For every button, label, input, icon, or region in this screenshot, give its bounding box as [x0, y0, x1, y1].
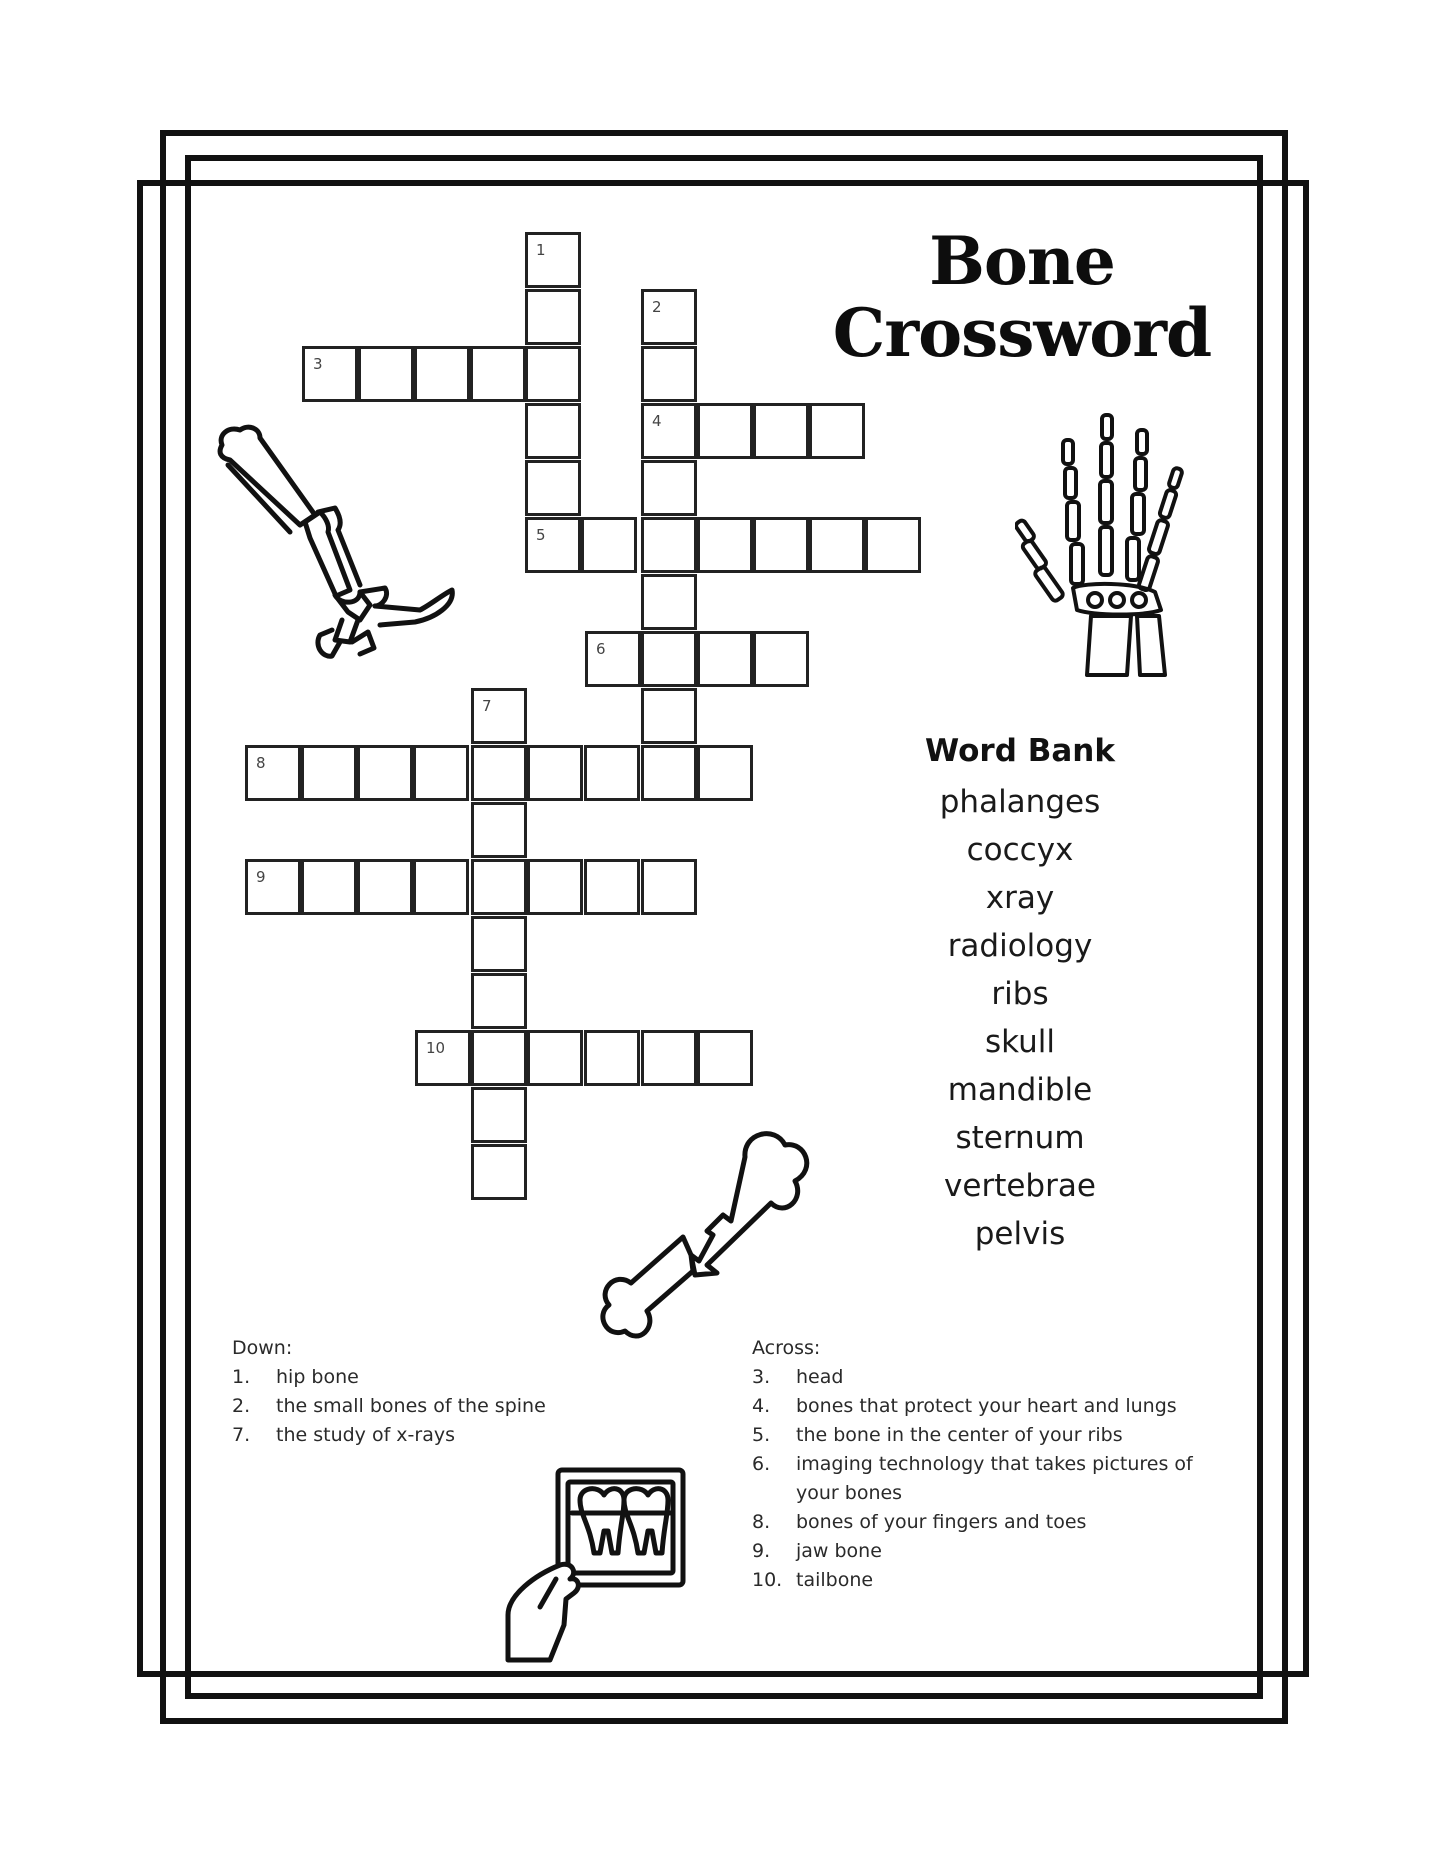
clue-number: 10. — [752, 1569, 783, 1591]
clue-number: 10 — [426, 1039, 446, 1057]
across-clues — [752, 1334, 1232, 1595]
crossword-cell[interactable] — [525, 232, 581, 288]
crossword-cell[interactable] — [525, 460, 581, 516]
crossword-cell[interactable] — [357, 745, 413, 801]
crossword-cell[interactable] — [641, 631, 697, 687]
clue-number: 2 — [652, 298, 662, 316]
clue-number: 6. — [752, 1453, 771, 1475]
clue-item — [232, 1363, 672, 1392]
crossword-cell[interactable] — [641, 403, 697, 459]
crossword-cell[interactable] — [753, 517, 809, 573]
clue-item — [232, 1392, 672, 1421]
crossword-cell[interactable] — [471, 802, 527, 858]
crossword-cell[interactable] — [525, 346, 581, 402]
crossword-cell[interactable] — [584, 859, 640, 915]
clue-text: bones of your fingers and toes — [796, 1511, 1087, 1533]
clue-number: 4 — [652, 412, 662, 430]
clue-item — [752, 1421, 1232, 1450]
crossword-cell[interactable] — [585, 631, 641, 687]
crossword-cell[interactable] — [697, 631, 753, 687]
crossword-cell[interactable] — [525, 289, 581, 345]
clue-number: 3. — [752, 1366, 771, 1388]
crossword-cell[interactable] — [471, 1030, 527, 1086]
clue-text: imaging technology that takes pictures of your bones — [796, 1453, 1193, 1504]
crossword-cell[interactable] — [357, 859, 413, 915]
clue-text: the small bones of the spine — [276, 1395, 546, 1417]
clue-number: 5 — [536, 526, 546, 544]
clue-number: 9 — [256, 868, 266, 886]
title-line-2: Crossword — [832, 294, 1212, 372]
crossword-cell[interactable] — [358, 346, 414, 402]
crossword-cell[interactable] — [641, 517, 697, 573]
crossword-cell[interactable] — [697, 403, 753, 459]
clue-number: 3 — [313, 355, 323, 373]
crossword-cell[interactable] — [471, 1087, 527, 1143]
crossword-cell[interactable] — [753, 403, 809, 459]
clue-item — [752, 1537, 1232, 1566]
word-bank-word: skull — [984, 1024, 1056, 1060]
down-clues-title: Down: — [232, 1337, 293, 1359]
clue-number: 7. — [232, 1424, 251, 1446]
word-bank-word: vertebrae — [944, 1168, 1096, 1204]
word-bank-word: radiology — [947, 928, 1093, 964]
crossword-cell[interactable] — [527, 1030, 583, 1086]
crossword-cell[interactable] — [865, 517, 921, 573]
crossword-cell[interactable] — [525, 403, 581, 459]
crossword-cell[interactable] — [641, 460, 697, 516]
clue-item — [752, 1566, 1232, 1595]
crossword-cell[interactable] — [415, 1030, 471, 1086]
crossword-cell[interactable] — [245, 859, 301, 915]
hand-skeleton-icon — [1015, 410, 1205, 680]
crossword-cell[interactable] — [471, 973, 527, 1029]
word-bank-word: coccyx — [966, 832, 1074, 868]
across-clues-title: Across: — [752, 1337, 821, 1359]
crossword-cell[interactable] — [527, 745, 583, 801]
crossword-cell[interactable] — [697, 1030, 753, 1086]
word-bank-word: mandible — [947, 1072, 1093, 1108]
leg-bones-icon — [210, 420, 470, 680]
clue-item — [752, 1363, 1232, 1392]
crossword-cell[interactable] — [641, 289, 697, 345]
word-bank-word: sternum — [955, 1120, 1085, 1156]
word-bank-word: pelvis — [974, 1216, 1066, 1252]
word-bank — [900, 730, 1140, 1258]
crossword-cell[interactable] — [525, 517, 581, 573]
clue-number: 7 — [482, 697, 492, 715]
word-bank-title: Word Bank — [925, 733, 1115, 769]
clue-number: 2. — [232, 1395, 251, 1417]
crossword-cell[interactable] — [471, 688, 527, 744]
crossword-cell[interactable] — [809, 403, 865, 459]
crossword-cell[interactable] — [471, 916, 527, 972]
clue-number: 4. — [752, 1395, 771, 1417]
crossword-cell[interactable] — [584, 1030, 640, 1086]
page-title — [822, 222, 1222, 372]
crossword-cell[interactable] — [641, 574, 697, 630]
clue-number: 1. — [232, 1366, 251, 1388]
crossword-cell[interactable] — [245, 745, 301, 801]
word-bank-word: xray — [985, 880, 1055, 916]
crossword-cell[interactable] — [809, 517, 865, 573]
clue-number: 5. — [752, 1424, 771, 1446]
crossword-cell[interactable] — [413, 745, 469, 801]
crossword-cell[interactable] — [413, 859, 469, 915]
clue-number: 8 — [256, 754, 266, 772]
clue-text: the study of x-rays — [276, 1424, 456, 1446]
crossword-cell[interactable] — [470, 346, 526, 402]
crossword-cell[interactable] — [753, 631, 809, 687]
clue-item — [752, 1392, 1232, 1421]
crossword-cell[interactable] — [697, 517, 753, 573]
clue-item — [752, 1450, 1232, 1508]
clue-text: hip bone — [276, 1366, 359, 1388]
clue-number: 9. — [752, 1540, 771, 1562]
crossword-cell[interactable] — [301, 745, 357, 801]
word-bank-word: phalanges — [939, 784, 1101, 820]
crossword-cell[interactable] — [584, 745, 640, 801]
crossword-cell[interactable] — [527, 859, 583, 915]
word-bank-word: ribs — [991, 976, 1049, 1012]
clue-text: the bone in the center of your ribs — [796, 1424, 1123, 1446]
clue-number: 1 — [536, 241, 546, 259]
crossword-cell[interactable] — [302, 346, 358, 402]
dental-xray-icon — [500, 1465, 690, 1665]
crossword-cell[interactable] — [581, 517, 637, 573]
crossword-cell[interactable] — [471, 745, 527, 801]
title-line-1: Bone — [929, 222, 1115, 300]
down-clues — [232, 1334, 672, 1450]
clue-text: bones that protect your heart and lungs — [796, 1395, 1177, 1417]
clue-text: jaw bone — [796, 1540, 882, 1562]
clue-number: 8. — [752, 1511, 771, 1533]
crossword-cell[interactable] — [641, 688, 697, 744]
crossword-cell[interactable] — [641, 745, 697, 801]
crossword-cell[interactable] — [471, 859, 527, 915]
clue-text: tailbone — [796, 1569, 874, 1591]
clue-text: head — [796, 1366, 844, 1388]
crossword-cell[interactable] — [641, 859, 697, 915]
crossword-cell[interactable] — [301, 859, 357, 915]
crossword-cell[interactable] — [641, 346, 697, 402]
clue-number: 6 — [596, 640, 606, 658]
crossword-cell[interactable] — [471, 1144, 527, 1200]
crossword-cell[interactable] — [641, 1030, 697, 1086]
clue-item — [752, 1508, 1232, 1537]
crossword-cell[interactable] — [697, 745, 753, 801]
crossword-cell[interactable] — [414, 346, 470, 402]
broken-bone-icon — [595, 1115, 825, 1345]
clue-item — [232, 1421, 672, 1450]
